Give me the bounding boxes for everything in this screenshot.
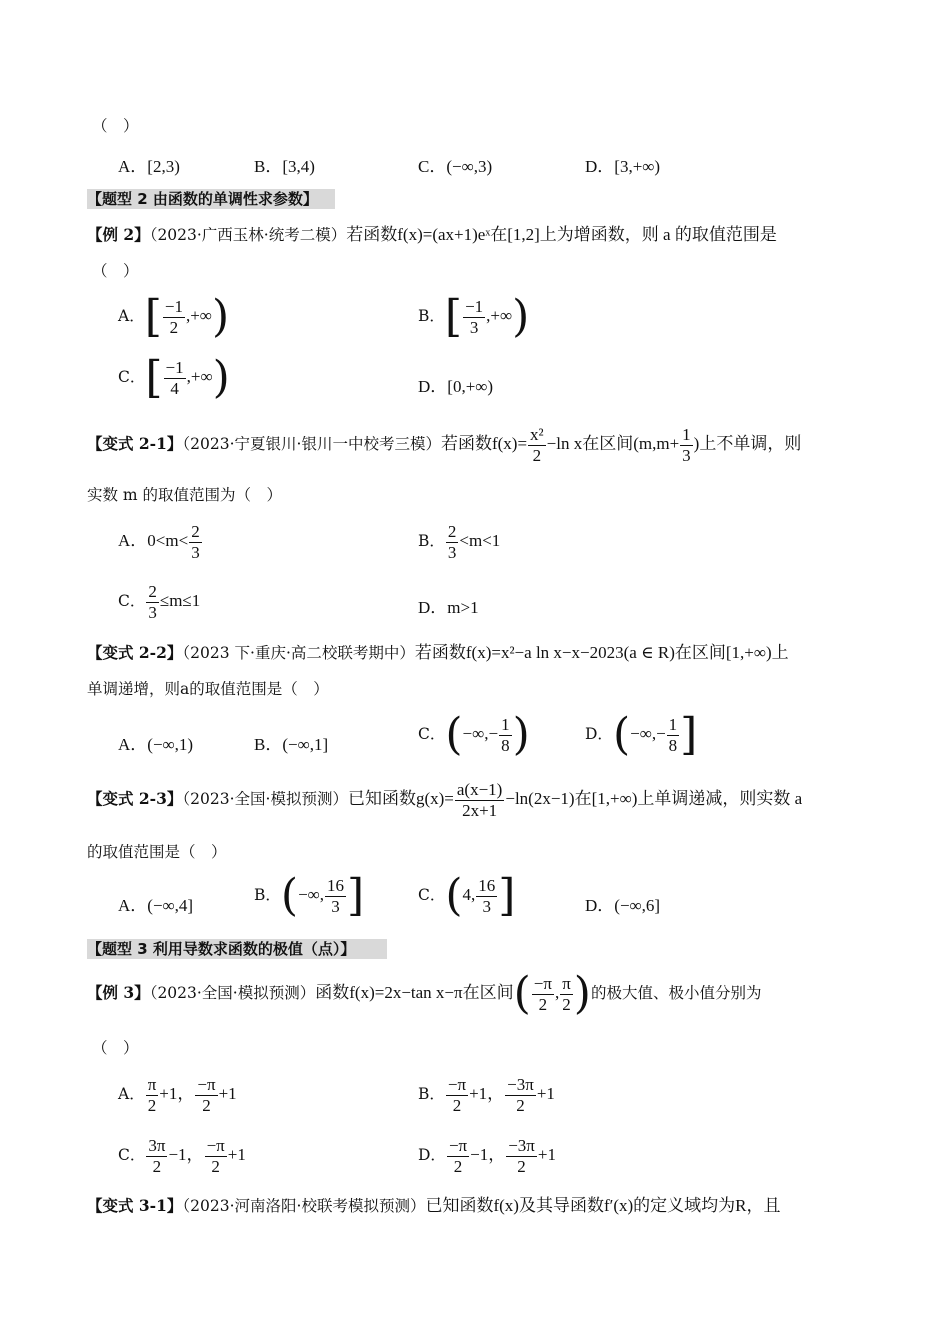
option-a: A．[2,3) xyxy=(118,157,180,176)
option-a: A．0<m< $\frac{2}{3}$ xyxy=(118,522,200,562)
variant-2-2-question: 【变式 2-2】（2023 下·重庆·高二校联考期中）若函数f(x)=x²−a ln x−x−2023(a ∈ R)在区间[1,+∞)上 xyxy=(87,643,789,662)
option-b: B．(−∞,1] xyxy=(254,735,329,754)
answer-paren: （ ） xyxy=(92,262,139,280)
option-c: C． $\frac{3\pi}{2}$ −1， $\frac{-\pi}{2}$ +1 xyxy=(118,1136,246,1176)
section-heading-2: 【题型 2 由函数的单调性求参数】 xyxy=(87,190,318,208)
answer-paren: （ ） xyxy=(92,117,139,135)
variant-3-1-question: 【变式 3-1】（2023·河南洛阳·校联考模拟预测）已知函数f(x)及其导函数f′(x)的定义域均为R，且 xyxy=(87,1196,781,1215)
answer-paren: （ ） xyxy=(92,1039,139,1057)
option-d: D．[0,+∞) xyxy=(418,377,494,396)
example-label: 【例 2】 xyxy=(87,225,150,244)
option-a: A．(−∞,1) xyxy=(118,735,194,754)
variant-2-2-line2: 单调递增，则a的取值范围是（ ） xyxy=(87,680,329,698)
section-heading-3: 【题型 3 利用导数求函数的极值（点）】 xyxy=(87,940,356,958)
option-c: C． $\frac{2}{3}$ ≤m≤1 xyxy=(118,582,201,622)
option-d: D．m>1 xyxy=(418,598,479,617)
example-3-question: 【例 3】（2023·全国·模拟预测）函数f(x)=2x−tan x−π在区间( $\frac{-\pi}{2}$ , $\frac{\pi}{2}$ )的极大值、极小值分别为 xyxy=(87,968,762,1019)
option-a: A．[ $\frac{-1}{2}$ ,+∞) xyxy=(118,291,230,342)
option-c: C．[ $\frac{-1}{4}$ ,+∞) xyxy=(118,352,230,403)
variant-2-3-question: 【变式 2-3】（2023·全国·模拟预测）已知函数g(x)= $\frac{a(x-1)}{2x+1}$ −ln(2x−1)在[1,+∞)上单调递减，则实数 a xyxy=(87,780,803,820)
option-a: A．(−∞,4] xyxy=(118,896,194,915)
question-text: 若函数f(x)=(ax+1)eˣ在[1,2]上为增函数，则 a 的取值范围是 xyxy=(346,225,777,244)
variant-2-1-line2: 实数 m 的取值范围为（ ） xyxy=(87,486,283,504)
option-b: B．(−∞, $\frac{16}{3}$ ] xyxy=(254,870,365,921)
option-b: B．[3,4) xyxy=(254,157,315,176)
option-c: C．(−∞,3) xyxy=(418,157,493,176)
option-b: B． $\frac{2}{3}$ <m<1 xyxy=(418,522,501,562)
example-2-question xyxy=(87,225,777,245)
variant-2-3-line2: 的取值范围是（ ） xyxy=(87,843,227,861)
option-b: B． $\frac{-\pi}{2}$ +1， $\frac{-3\pi}{2}$ +1 xyxy=(418,1075,555,1115)
source: （2023·广西玉林·统考二模） xyxy=(149,226,347,244)
option-c: C．(−∞,− $\frac{1}{8}$ ) xyxy=(418,709,530,760)
option-a: A． $\frac{\pi}{2}$ +1， $\frac{-\pi}{2}$ +1 xyxy=(118,1075,237,1115)
option-d: D．(−∞,− $\frac{1}{8}$ ] xyxy=(585,709,698,760)
option-d: D． $\frac{-\pi}{2}$ −1， $\frac{-3\pi}{2}$ +1 xyxy=(418,1136,556,1176)
option-c: C．(4, $\frac{16}{3}$ ] xyxy=(418,870,516,921)
variant-2-1-question: 【变式 2-1】（2023·宁夏银川·银川一中校考三模）若函数f(x)= $\frac{\text{x²}}{2}$ −ln x在区间(m,m+ $\frac{1}{3}$ )上不单调，则 xyxy=(87,425,802,465)
option-b: B．[ $\frac{-1}{3}$ ,+∞) xyxy=(418,291,530,342)
option-d: D．[3,+∞) xyxy=(585,157,661,176)
option-d: D．(−∞,6] xyxy=(585,896,661,915)
